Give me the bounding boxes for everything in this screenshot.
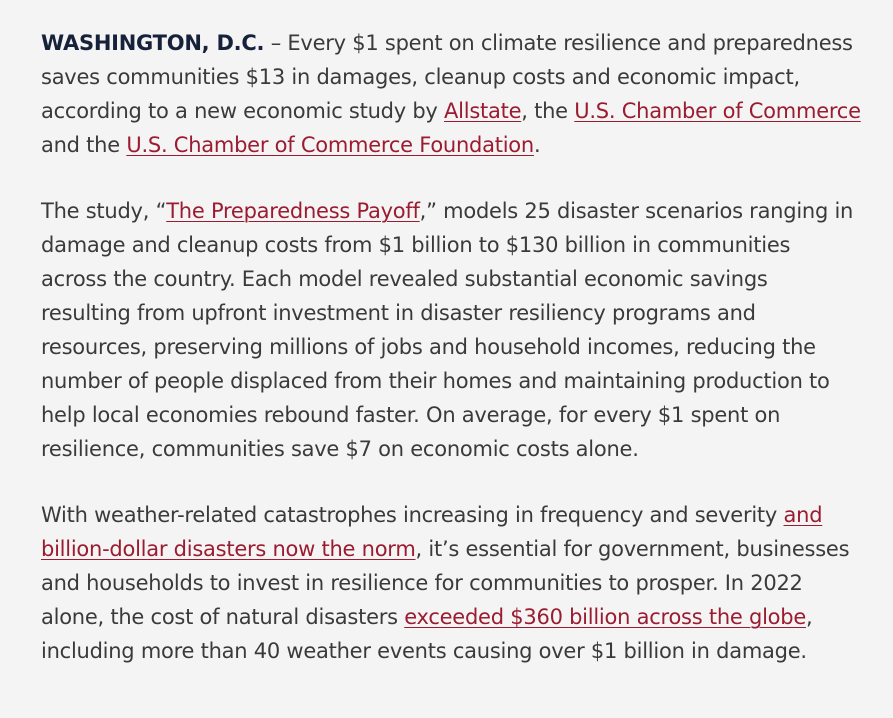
link-chamber-foundation[interactable]: U.S. Chamber of Commerce Foundation [126, 133, 534, 157]
dateline: WASHINGTON, D.C. [41, 31, 265, 55]
intro-text-3: and the [41, 133, 127, 157]
link-preparedness-payoff[interactable]: The Preparedness Payoff [166, 199, 420, 223]
link-us-chamber-of-commerce[interactable]: U.S. Chamber of Commerce [574, 99, 861, 123]
study-text-1: The study, “ [41, 199, 167, 223]
weather-text-2: , it’s essential for government, businesses and households to invest in resilience for communities to prosper. In 2022 alone, the cost of natural disasters [41, 537, 850, 629]
article-body [41, 26, 861, 700]
paragraph-intro [41, 26, 861, 162]
study-text-2: ,” models 25 disaster scenarios ranging in damage and cleanup costs from $1 billion to $130 billion in communities across the country. Each model revealed substantial economic savings resulting from upfront investment in disaster resiliency programs and resources, preserving millions of jobs and household incomes, reducing the number of people displaced from their homes and maintaining production to help local economies rebound faster. On average, for every $1 spent on resilience, communities save $7 on economic costs alone. [41, 199, 854, 461]
intro-text-1: – Every $1 spent on climate resilience and preparedness saves communities $13 in damages, cleanup costs and economic impact, according to a new economic study by [41, 31, 853, 123]
paragraph-weather [41, 498, 861, 668]
link-allstate[interactable]: Allstate [444, 99, 522, 123]
link-exceeded-360-billion[interactable]: exceeded $360 billion across the globe [404, 605, 806, 629]
weather-text-3: , including more than 40 weather events causing over $1 billion in damage. [41, 605, 813, 663]
weather-text-1: With weather-related catastrophes increasing in frequency and severity [41, 503, 784, 527]
intro-text-2: , the [521, 99, 575, 123]
paragraph-study [41, 194, 861, 466]
link-billion-dollar-disasters[interactable]: and billion-dollar disasters now the norm [41, 503, 823, 561]
intro-text-4: . [533, 133, 541, 157]
